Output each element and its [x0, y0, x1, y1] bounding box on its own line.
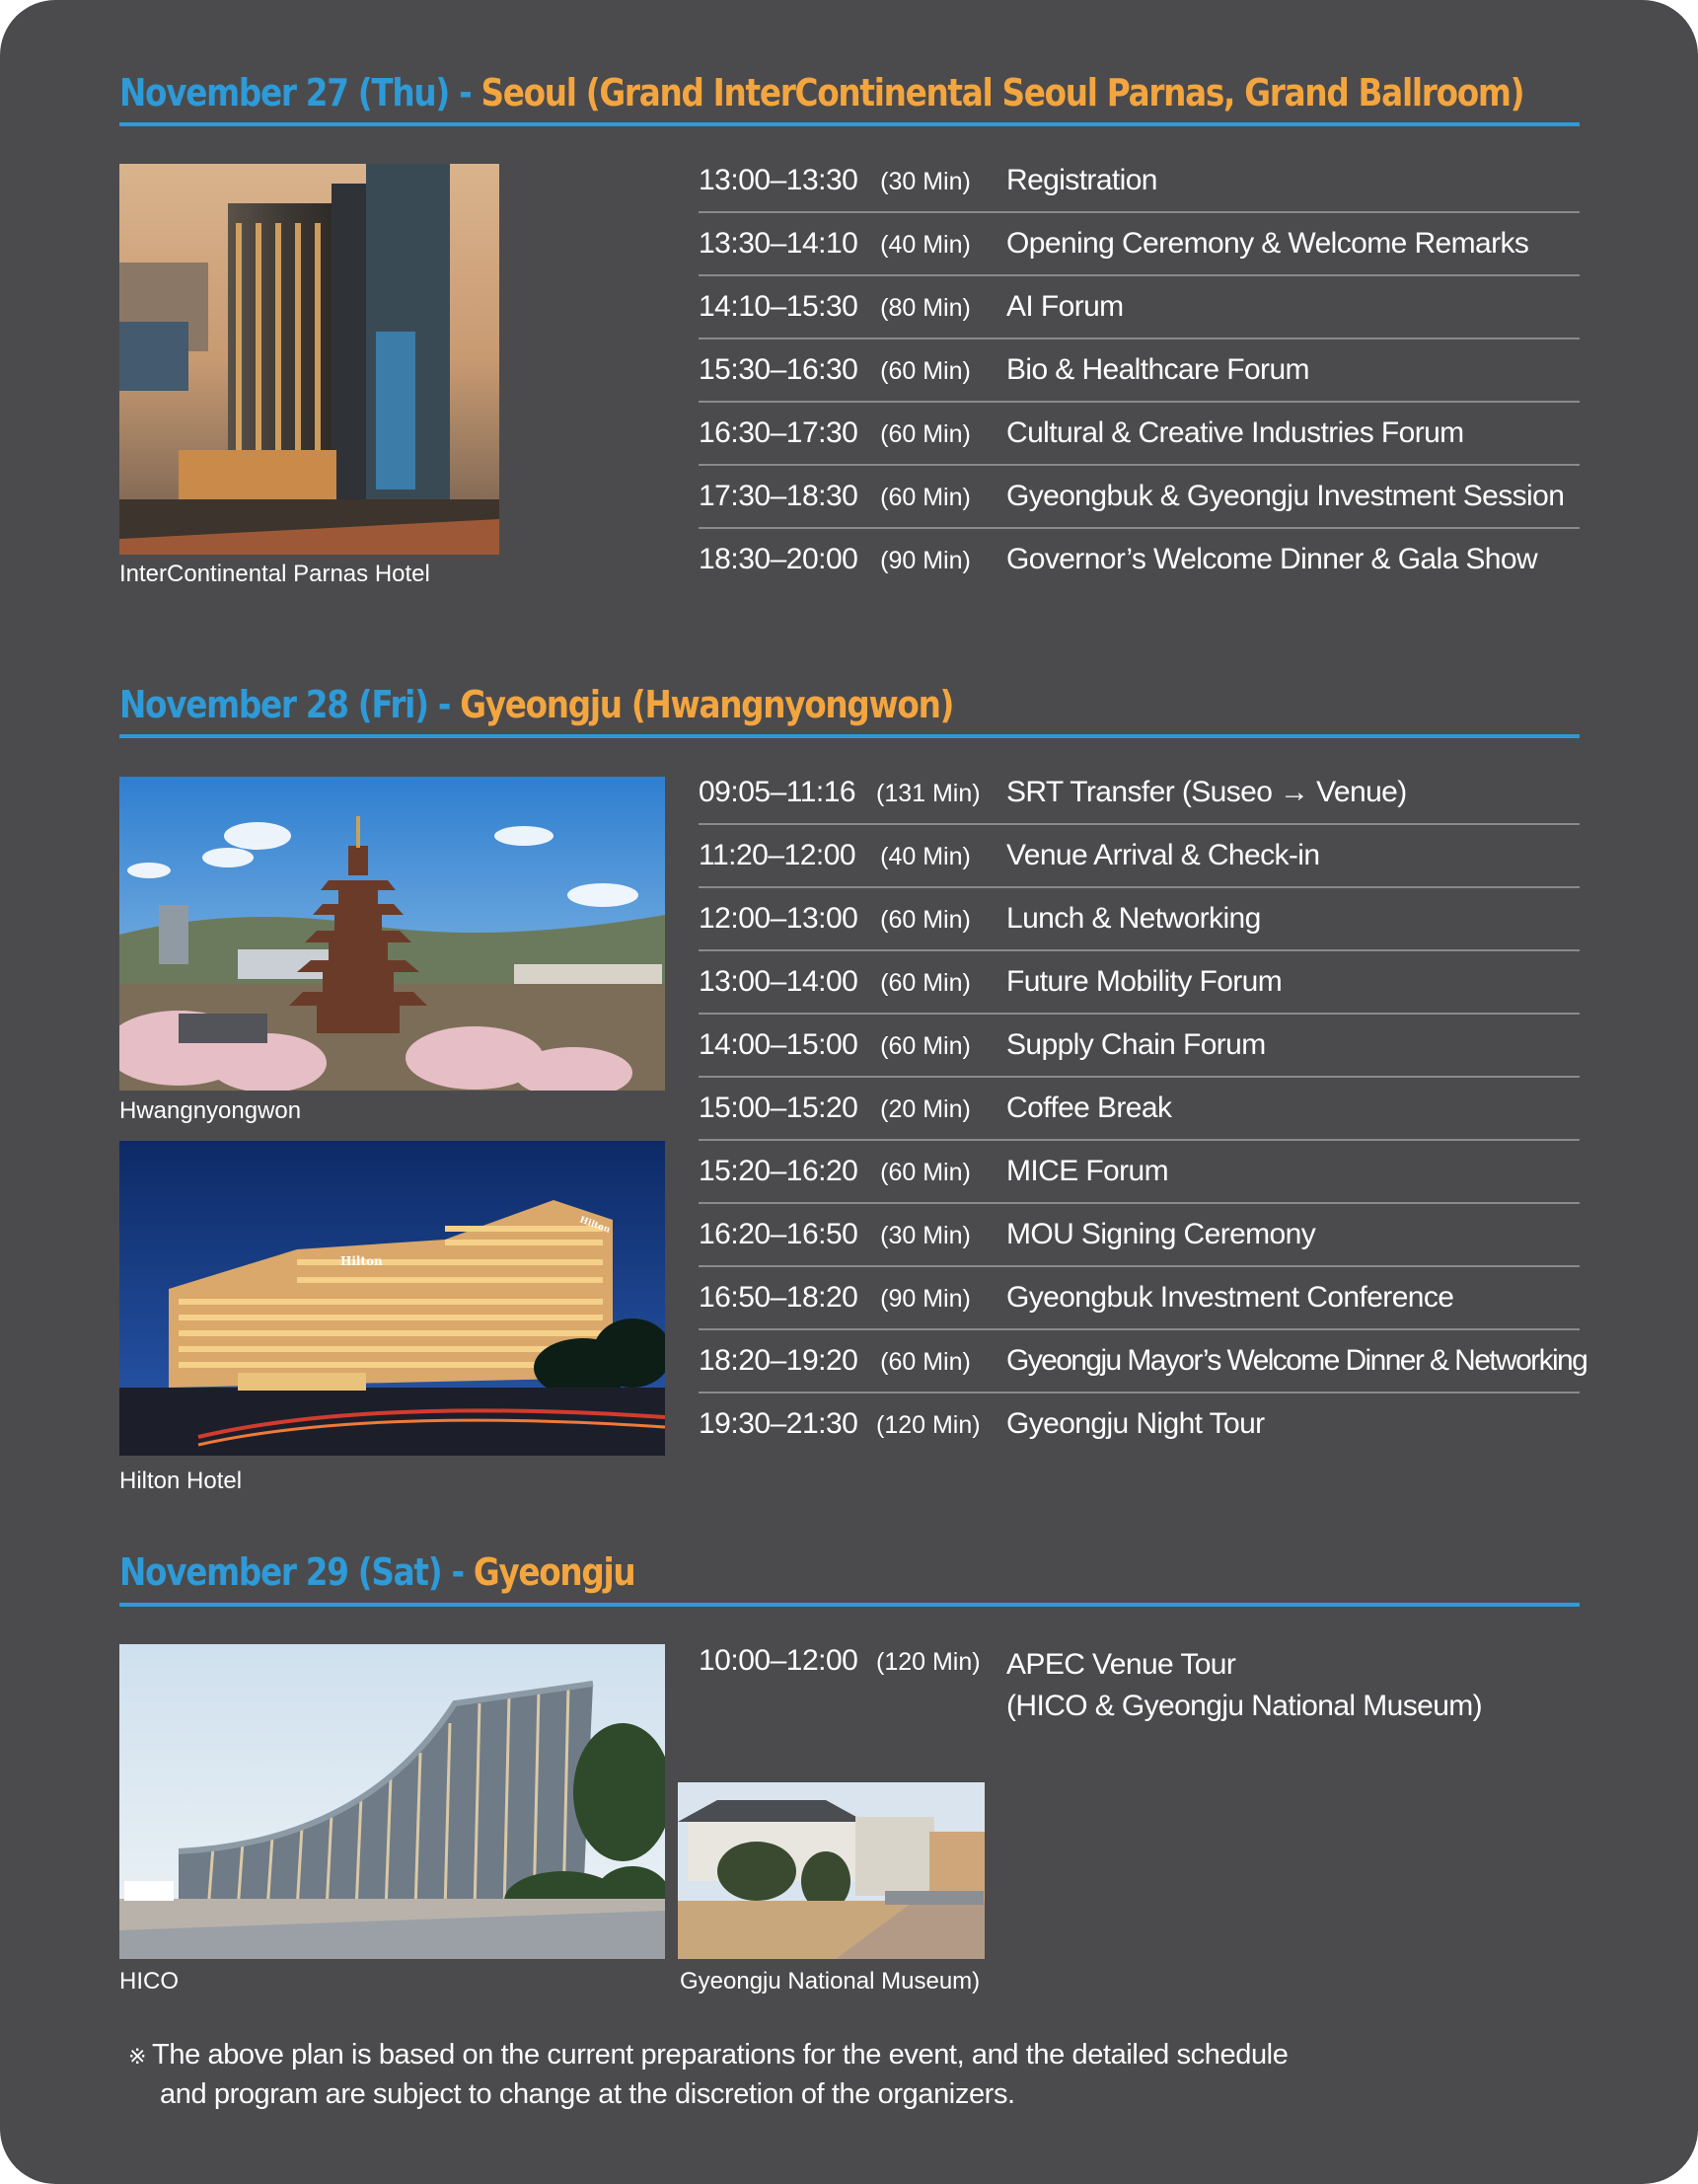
row-activity: Gyeongbuk Investment Conference	[1006, 1281, 1454, 1314]
row-duration: (80 Min)	[880, 294, 971, 322]
row-activity: MOU Signing Ceremony	[1006, 1218, 1316, 1250]
schedule-row	[699, 150, 1580, 213]
row-duration: (120 Min)	[876, 1411, 981, 1439]
day-separator: -	[459, 71, 472, 114]
day-date: November 29 (Sat)	[119, 1550, 442, 1594]
day-date: November 28 (Fri)	[119, 683, 428, 726]
row-time: 15:30–16:30	[699, 353, 858, 386]
row-time: 12:00–13:00	[699, 902, 858, 935]
pagoda-photo	[119, 777, 665, 1091]
day-separator: -	[437, 683, 451, 726]
row-time: 13:30–14:10	[699, 227, 858, 260]
row-time: 09:05–11:16	[699, 776, 856, 808]
row-activity: Coffee Break	[1006, 1092, 1172, 1124]
schedule-list-nov-28	[699, 762, 1587, 1455]
row-activity-line2: (HICO & Gyeongju National Museum)	[1006, 1690, 1483, 1722]
schedule-row	[699, 1078, 1580, 1141]
row-duration: (60 Min)	[880, 1348, 971, 1376]
row-activity: Lunch & Networking	[1006, 902, 1261, 935]
row-time: 18:30–20:00	[699, 543, 858, 575]
hilton-sign: Hilton	[340, 1254, 383, 1268]
schedule-row	[699, 1330, 1587, 1393]
day-heading-nov-27	[119, 63, 1524, 122]
schedule-row	[699, 1393, 1580, 1455]
row-duration: (60 Min)	[880, 357, 971, 385]
row-time: 14:10–15:30	[699, 290, 858, 323]
row-time: 16:50–18:20	[699, 1281, 858, 1314]
schedule-row	[699, 1630, 1580, 1722]
row-duration: (60 Min)	[880, 484, 971, 511]
photo-caption: Gyeongju National Museum)	[680, 1968, 981, 1995]
photo-caption: Hilton Hotel	[119, 1468, 243, 1494]
row-activity: Opening Ceremony & Welcome Remarks	[1006, 227, 1529, 260]
photo-caption: InterContinental Parnas Hotel	[119, 561, 430, 587]
photo-caption: Hwangnyongwon	[119, 1097, 302, 1124]
schedule-list-nov-27	[699, 150, 1580, 590]
row-time: 15:20–16:20	[699, 1155, 858, 1187]
row-time: 19:30–21:30	[699, 1407, 858, 1440]
heading-rule	[119, 1603, 1580, 1607]
schedule-row	[699, 466, 1580, 529]
schedule-row	[699, 888, 1580, 951]
row-time: 13:00–14:00	[699, 965, 858, 998]
row-activity: Governor’s Welcome Dinner & Gala Show	[1006, 543, 1538, 575]
hotel-night-photo	[119, 1141, 665, 1456]
row-activity: Gyeongju Night Tour	[1006, 1407, 1265, 1440]
row-duration: (30 Min)	[880, 168, 971, 195]
row-activity-line1: APEC Venue Tour	[1006, 1648, 1236, 1681]
schedule-list-nov-29	[699, 1630, 1580, 1722]
row-duration: (40 Min)	[880, 231, 971, 259]
day-place: Gyeongju	[473, 1550, 635, 1594]
footnote-line-2: and program are subject to change at the discretion of the organizers.	[160, 2078, 1015, 2110]
row-duration: (60 Min)	[880, 420, 971, 448]
schedule-row	[699, 1267, 1580, 1330]
hilton-sign-tower: Hilton	[577, 1215, 612, 1236]
museum-photo	[678, 1782, 985, 1959]
row-activity	[1006, 1644, 1482, 1727]
row-activity: Future Mobility Forum	[1006, 965, 1283, 998]
day-separator: -	[451, 1550, 464, 1594]
row-activity: AI Forum	[1006, 290, 1124, 323]
row-activity: Gyeongju Mayor’s Welcome Dinner & Networking	[1006, 1344, 1587, 1377]
convention-center-photo	[119, 1644, 665, 1959]
row-activity: Bio & Healthcare Forum	[1006, 353, 1309, 386]
row-duration: (40 Min)	[880, 843, 971, 870]
row-activity: Cultural & Creative Industries Forum	[1006, 416, 1464, 449]
row-duration: (131 Min)	[876, 780, 981, 807]
heading-rule	[119, 734, 1580, 738]
day-heading-nov-28	[119, 675, 1375, 734]
day-place: Gyeongju (Hwangnyongwon)	[460, 683, 954, 726]
row-activity: Registration	[1006, 164, 1157, 196]
reference-mark-icon: ※	[128, 2044, 147, 2069]
row-time: 10:00–12:00	[699, 1644, 858, 1677]
schedule-row	[699, 1204, 1580, 1267]
row-duration: (90 Min)	[880, 1285, 971, 1313]
row-duration: (60 Min)	[880, 1159, 971, 1186]
day-heading-nov-29	[119, 1543, 1375, 1602]
schedule-row	[699, 951, 1580, 1015]
day-place: Seoul (Grand InterContinental Seoul Parnas, Grand Ballroom)	[480, 71, 1524, 114]
row-time: 17:30–18:30	[699, 480, 858, 512]
schedule-row	[699, 403, 1580, 466]
row-duration: (120 Min)	[876, 1648, 981, 1676]
row-time: 16:20–16:50	[699, 1218, 858, 1250]
footnote	[128, 2036, 1411, 2113]
row-activity: MICE Forum	[1006, 1155, 1169, 1187]
row-time: 15:00–15:20	[699, 1092, 858, 1124]
row-duration: (60 Min)	[880, 969, 971, 997]
row-activity: Venue Arrival & Check-in	[1006, 839, 1320, 871]
schedule-row	[699, 276, 1580, 339]
row-duration: (20 Min)	[880, 1095, 971, 1123]
row-activity: SRT Transfer (Suseo → Venue)	[1006, 776, 1407, 808]
hotel-tower-photo	[119, 164, 499, 555]
schedule-row	[699, 762, 1580, 825]
row-duration: (60 Min)	[880, 906, 971, 934]
schedule-row	[699, 339, 1580, 403]
row-time: 14:00–15:00	[699, 1028, 858, 1061]
schedule-row	[699, 529, 1580, 590]
row-time: 16:30–17:30	[699, 416, 858, 449]
row-duration: (90 Min)	[880, 547, 971, 574]
photo-caption: HICO	[119, 1968, 179, 1995]
row-duration: (30 Min)	[880, 1222, 971, 1249]
schedule-row	[699, 213, 1580, 276]
row-time: 13:00–13:30	[699, 164, 858, 196]
footnote-line-1: The above plan is based on the current preparations for the event, and the detailed schedule	[152, 2039, 1289, 2071]
row-time: 18:20–19:20	[699, 1344, 858, 1377]
row-activity: Gyeongbuk & Gyeongju Investment Session	[1006, 480, 1565, 512]
row-time: 11:20–12:00	[699, 839, 856, 871]
day-date: November 27 (Thu)	[119, 71, 450, 114]
row-activity: Supply Chain Forum	[1006, 1028, 1266, 1061]
schedule-row	[699, 1015, 1580, 1078]
row-duration: (60 Min)	[880, 1032, 971, 1060]
heading-rule	[119, 122, 1580, 126]
schedule-row	[699, 1141, 1580, 1204]
schedule-row	[699, 825, 1580, 888]
